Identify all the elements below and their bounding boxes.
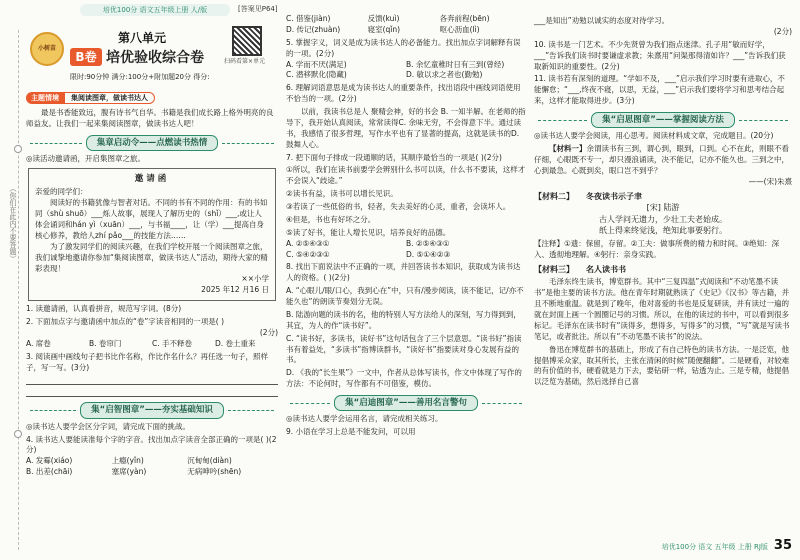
material-1-source: ——(宋)朱熹 bbox=[748, 176, 792, 186]
score-note: (2分) bbox=[259, 327, 278, 337]
sentence-item: ②读书有益，读书可以增长见识。 bbox=[286, 189, 398, 199]
binding-hole bbox=[14, 430, 22, 438]
option[interactable]: D. ⑤①④②③ bbox=[406, 249, 451, 259]
question-1: 1. 读邀请函，认真看拼音，规范写字词。(8分) bbox=[26, 304, 182, 314]
invitation-letter bbox=[28, 168, 276, 301]
option: 无病呻吟(shēn) bbox=[187, 467, 242, 477]
qr-code bbox=[232, 26, 262, 56]
series-banner: 培优100分 语文五年级上册 人/版 bbox=[80, 4, 230, 16]
option[interactable]: C. 潜移默化(隐藏) bbox=[286, 70, 347, 80]
exam-meta: 限时:90分钟 满分:100分+附加题20分 得分: bbox=[70, 73, 210, 81]
material-3-header: 【材料三】 名人读书书 bbox=[534, 264, 626, 274]
sentence-item: ⑤读了好书，能让人增长见识，培养良好的品德。 bbox=[286, 227, 451, 237]
sentence-item: ③若读了一些低俗的书，轻者，失去美好的心灵，重者，会读坏人。 bbox=[286, 202, 511, 211]
section-instruction: ◎读书达人要学会运用名言，请完成相关练习。 bbox=[286, 414, 443, 424]
page-footer bbox=[662, 537, 792, 556]
topic-banner bbox=[26, 92, 278, 104]
answer-line[interactable] bbox=[26, 374, 278, 385]
option[interactable]: D. 卷土重来 bbox=[215, 338, 256, 348]
question-4: 4. 读书达人要能读准每个字的字音。找出加点字读音全部正确的一项是( )(2分) bbox=[26, 434, 277, 455]
question-9-cont: ___是知出”劝勉以诚实的态度对待学习。 bbox=[534, 16, 670, 25]
option: 上瘾(yǐn) bbox=[111, 456, 144, 466]
section-title: 集“启思图章”——掌握阅读方法 bbox=[534, 112, 792, 128]
column-left bbox=[26, 14, 278, 478]
score-note: (2分) bbox=[773, 26, 792, 36]
topic-text: 集阅读图章，做读书达人 bbox=[64, 92, 155, 104]
question-8: 8. 找出下面说法中不正确的一项，并回答读书本知识，获取成为读书达人的资格。( )(2分) bbox=[286, 262, 521, 283]
material-3-text: 毛泽东终生读书，博览群书。其中“三复四温”式阅读和“不动笔墨不读书”是他主要的读书方法。他在青年时期就熟读了《史记》《汉书》等古籍，并且不断地重温。就是到了晚年，他对喜爱的书也是反复研读，并有读过一遍的就在封面上画一个圆圈记号的习惯。所以，在他的读过的书中，可以看到很多标记。毛泽东在读书时有“读得多，想得多，写得多”的习惯，“写”就是写读书笔记，或者批注。所以有“不动笔墨不读书”的说法。 bbox=[534, 277, 790, 341]
material-3-text: 鲁迅在博览群书的基础上，形成了有自己特色的读书方法。一是泛览，他提倡博采众家，取其所长，主张在清闲的时候“随便翻翻”。二是硬看，对较难的有价值的书，硬看就是力下去，要钻研一样，钻透为止。三是专精，他提倡以泛览为基础，然后选择自己喜 bbox=[534, 344, 790, 387]
option: 反馈(kuì) bbox=[367, 14, 400, 23]
question-2: 2. 下面加点字与邀请函中加点的“卷”字读音相同的一项是( ) bbox=[26, 317, 225, 327]
option[interactable]: C. 手不释卷 bbox=[152, 338, 193, 348]
option[interactable]: D. 《我的“长生果”》一文中，作者从总体写读书，作文中体现了写作的方法：不论何时，写作都有不可借鉴，模仿。 bbox=[286, 368, 522, 389]
question-4-options-cont bbox=[286, 14, 526, 36]
question-10: 10. 读书是一门艺术。不少先贤曾为我们指点迷津。孔子用“敏而好学，___”告诉我们读书时要谦虚求教；朱熹用“问渠那得清如许？___”告诉我们获取新知识的重要性。(2分) bbox=[534, 39, 786, 71]
option: 寝室(qǐn) bbox=[367, 24, 401, 34]
sentence-item: ④但是，书也有好坏之分。 bbox=[286, 214, 376, 224]
intro-text: 最是书香能致远，腹有诗书气自华。书籍是我们成长路上格外明亮的良师益友。让我们一起来集阅读图章，做读书达人吧！ bbox=[26, 108, 274, 129]
column-middle bbox=[286, 14, 526, 438]
option[interactable]: D. 敏以求之者也(勤勉) bbox=[406, 70, 483, 80]
binding-note: （你们在此内不要答题） bbox=[9, 185, 17, 262]
logo: 小树苗 bbox=[30, 32, 64, 66]
material-2-header: 【材料二】 冬夜读书示子聿 bbox=[534, 191, 642, 201]
question-5: 5. 掌握字义，词义是成为读书达人的必备能力。找出加点字词解释有误的一项。(2分) bbox=[286, 37, 521, 58]
option[interactable]: C. “读书好，多读书，读好书”这句话包含了三个层意思。“读书好”指读书有着益处，“多读书”指博读群书，“读好书”指要读对身心发展有益的书。 bbox=[286, 333, 522, 365]
invitation-sign: ××小学 bbox=[241, 274, 269, 284]
option[interactable]: C. 借鉴(jiàn) bbox=[286, 14, 331, 23]
answer-reference: [答案见P64] bbox=[238, 5, 278, 13]
question-6: 6. 理解词语意思是成为读书达人的重要条件，找出语段中画线词语使用不恰当的一项。(2分) bbox=[286, 83, 521, 104]
section-instruction: ◎读书达人要学会阅读，用心思考。阅读材料成文章，完成题目。(20分) bbox=[534, 131, 774, 141]
poem-line: 纸上得来终觉浅，绝知此事要躬行。 bbox=[599, 226, 727, 236]
option[interactable]: B. 出差(chāi) bbox=[26, 467, 73, 477]
sentence-item: ①所以，我们在读书前要学会辨别什么书可以读，什么书不要读，这样才不会误入“歧途。” bbox=[286, 165, 526, 186]
material-1: 【材料一】余谓读书有三到，谓心到，眼到，口到。心不在此，则眼不看仔细，心眼既不专一，却只漫浪诵读，决不能记，记亦不能久也。三到之中，心到最急。心既到矣，眼口岂不到乎？ bbox=[534, 144, 789, 175]
invitation-body: 阅读好的书籍犹像与智者对话。不同的书有不同的作用：有的书如同（shù shuō）___烁人故事，展现人了解历史的（shǐ）___,或让人体会诵词和hán yì（xuān）___，与书福____，让（学）___提高自身核心修养，教给人zhí pǎo___的技能方法…… bbox=[35, 198, 268, 240]
question-2-options bbox=[26, 339, 278, 350]
option[interactable]: A. 席卷 bbox=[26, 338, 51, 348]
option[interactable]: B. 余忆童稚时日有三到(曾经) bbox=[406, 59, 505, 69]
question-5-options bbox=[286, 60, 526, 82]
qr-label: 扫码看第×单元 bbox=[224, 58, 266, 65]
section-title: 集“启智图章”——夯实基础知识 bbox=[26, 402, 278, 418]
question-3: 3. 阅读画中画线句子把书比作名称，作比作名什么？再任选一句子，照样子，写一写。(3分) bbox=[26, 351, 269, 372]
section-title: 集章启动令——点燃读书热情 bbox=[26, 135, 278, 151]
question-9: 9. 小语在学习上总是不能发问，可以用 bbox=[286, 427, 416, 437]
page-number: 35 bbox=[773, 538, 792, 554]
option[interactable]: A. ②⑤④③① bbox=[286, 238, 330, 248]
question-7: 7. 把下面句子排成一段通顺的话，其顺序最恰当的一项是( )(2分) bbox=[286, 152, 502, 162]
question-6-passage: 以前，我读书总是人 聚精会神，好的书会 B. 一知半解。在老师的指导下，我开始认真阅读，常常读得C. 余味无穷，不会得意下半。通过读书，我感悟了很多哲理，写作水平也有了显著的提高，这就是读书的D. 鼓舞人心。 bbox=[286, 107, 526, 149]
option[interactable]: B. 陆游向题的读书的名，他的特别人写方法给人的深刻，写力得到到，其宜，为人的作“读书好”。 bbox=[286, 309, 521, 330]
option[interactable]: B. ②⑤④③① bbox=[406, 238, 450, 248]
option[interactable]: A. 学而不厌(满足) bbox=[286, 59, 347, 69]
option[interactable]: A. 发霉(xiáo) bbox=[26, 456, 73, 466]
header bbox=[26, 26, 278, 88]
question-7-options bbox=[286, 239, 526, 261]
column-right bbox=[534, 14, 792, 388]
section-instruction: ◎读书达人要学会区分字词，请完成下面的挑战。 bbox=[26, 421, 191, 431]
option[interactable]: C. ⑤④②③① bbox=[286, 249, 330, 259]
section-title: 集“启迪图章”——善用名言警句 bbox=[286, 395, 526, 411]
poem-notes: 【注释】①遗：保留，存留。②工夫：做事所费的精力和时间。③绝知：深入、透彻地理解。④躬行：亲身实践。 bbox=[534, 239, 780, 259]
option[interactable]: A. “心眼儿/眼/口心，我到心在”中，只有/漫步阅读，读不能记，记/亦不能久也”的朗读节奏划分无误。 bbox=[286, 286, 524, 306]
binding-hole bbox=[14, 145, 22, 153]
invitation-date: 2025 年12 月16 日 bbox=[201, 285, 269, 295]
answer-line[interactable] bbox=[26, 386, 278, 397]
invitation-greeting: 亲爱的同学们： bbox=[35, 187, 88, 197]
invitation-title: 邀请函 bbox=[134, 174, 170, 185]
option: 各奔前程(bēn) bbox=[439, 14, 490, 23]
option: 呕心沥血(lì) bbox=[439, 24, 480, 34]
poem-author: [宋] 陆游 bbox=[646, 203, 680, 213]
option: 沉甸甸(diàn) bbox=[187, 456, 232, 466]
unit-title: 第八单元 bbox=[118, 31, 167, 45]
question-4-options bbox=[26, 456, 278, 478]
paper-type-badge: B卷 bbox=[70, 48, 102, 66]
footer-brand: 培优100分 语文 五年级 上册 RJ版 bbox=[661, 543, 768, 552]
invitation-body: 为了激发同学们的阅读兴趣，在我们学校开展一个阅读图章之旅，我们诚挚地邀请你参加“集阅读图章，做读书达人”活动，期待大家的精彩表现！ bbox=[35, 241, 268, 273]
binding-line bbox=[18, 30, 19, 550]
option: 塞席(yàn) bbox=[111, 467, 147, 477]
section-instruction: ◎读活动邀请函，开启集图章之旅。 bbox=[26, 154, 146, 164]
option[interactable]: B. 卷帘门 bbox=[89, 338, 122, 348]
topic-tag: 主题情境 bbox=[26, 92, 64, 104]
option[interactable]: D. 传记(zhuàn) bbox=[286, 24, 341, 34]
question-11: 11. 读书若有深刻的道理。“学如不及，___”启示我们学习时要有进取心，不能懈怠；“___,终夜不寝，以思，无益，___”启示我们要将学习和思考结合起来，这样才能取得进步。(3分) bbox=[534, 74, 785, 106]
poem-line: 古人学问无遗力，少壮工夫老始成。 bbox=[599, 214, 727, 224]
page-title: 培优验收综合卷 bbox=[106, 50, 204, 66]
